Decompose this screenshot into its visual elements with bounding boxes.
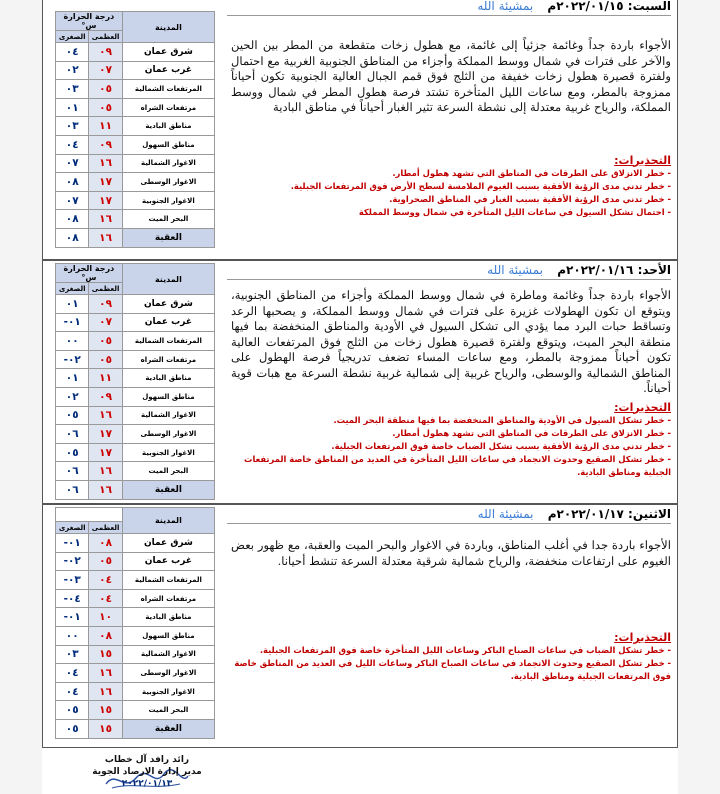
day-name: السبت: (627, 0, 671, 13)
max-temp: ٠٨ (89, 626, 122, 645)
max-temp: ١٦ (89, 664, 122, 683)
city-name: مرتفعات الشراه (122, 589, 214, 608)
max-temp: ٠٩ (89, 135, 122, 154)
blessing-text: بمشيئة الله (487, 263, 544, 277)
city-column-header: المدينة (122, 12, 214, 43)
table-row (56, 664, 215, 683)
min-temp: ٠١- (56, 534, 89, 553)
min-temp: ٠٧ (56, 191, 89, 210)
max-temp: ١٧ (89, 191, 122, 210)
max-temp: ٠٥ (89, 80, 122, 99)
table-row (56, 552, 215, 571)
max-temp: ٠٩ (89, 387, 122, 406)
min-temp: ٠٨ (56, 228, 89, 247)
min-temp: ٠٠ (56, 626, 89, 645)
min-temp: ٠٥ (56, 443, 89, 462)
min-temp: ٠١- (56, 608, 89, 627)
max-temp: ١٧ (89, 425, 122, 444)
forecast-page (42, 0, 678, 794)
max-temp: ١٠ (89, 608, 122, 627)
max-temp: ١٦ (89, 228, 122, 247)
table-row (56, 534, 215, 553)
min-temp: ٠١ (56, 369, 89, 388)
max-temp: ١٥ (89, 719, 122, 738)
table-row (56, 295, 215, 314)
max-temp: ٠٤ (89, 571, 122, 590)
min-temp: ٠٤ (56, 664, 89, 683)
min-temp: ٠٠ (56, 332, 89, 351)
table-row (56, 608, 215, 627)
city-name: غرب عمان (122, 313, 214, 332)
warnings-title: التحذيرات: (614, 400, 671, 414)
max-temp: ١٦ (89, 154, 122, 173)
min-column-header: الصغرى (56, 283, 89, 295)
max-temp: ٠٥ (89, 98, 122, 117)
signature-date: ٢٠٢٢/٠١/١٣ (121, 779, 173, 789)
signatory-name: رائد رافد آل خطاب (104, 755, 190, 765)
signature-block (72, 754, 222, 790)
city-name: مناطق البادية (122, 608, 214, 627)
min-temp: ٠١ (56, 295, 89, 314)
max-temp: ٠٥ (89, 552, 122, 571)
city-name: الاغوار الشمالية (122, 154, 214, 173)
day-forecast-saturday (42, 0, 678, 260)
min-temp: ٠٦ (56, 480, 89, 499)
table-row (56, 43, 215, 62)
max-temp: ٠٩ (89, 295, 122, 314)
table-row (56, 117, 215, 136)
table-row (56, 571, 215, 590)
min-temp: ٠٢ (56, 61, 89, 80)
day-header (227, 263, 671, 280)
forecast-content (227, 263, 671, 479)
min-temp: ٠٦ (56, 425, 89, 444)
max-temp: ٠٧ (89, 61, 122, 80)
min-temp: ٠٧ (56, 154, 89, 173)
city-name: العقبة (122, 719, 214, 738)
warning-item: - خطر تشكل الصقيع وحدوث الانجماد في ساعات الليل المتأخرة في العديد من المناطق خاصة المرتفعات الجبلية ومناطق البادية. (244, 453, 671, 477)
table-row (56, 98, 215, 117)
max-column-header: العظمى (89, 283, 122, 295)
city-name: المرتفعات الشمالية (122, 332, 214, 351)
forecast-text: الأجواء باردة جداً وغائمة جزئياً إلى غائمة، مع هطول زخات متقطعة من المطر بين الحين والآخر على فترات في شمال ووسط المملكة وأجزاء من المناطق الجنوبية الغربية مع احتمال ولفترة قصيرة هطول زخات خفيفة من الثلج فوق قمم الجبال العالية الجنوبية تكون أحياناً ممزوجة بالمطر، ومع ساعات الليل المتأخرة تشتد فرصة هطول المطر في شمال ووسط المملكة، والرياح غربية معتدلة إلى نشطة السرعة تثير الغبار أحياناً في مناطق البادية (231, 38, 671, 114)
min-column-header: الصغرى (56, 522, 89, 534)
table-row (56, 626, 215, 645)
temp-column-header: درجة الحرارة س° (56, 12, 123, 31)
temp-column-header (56, 508, 123, 522)
min-temp: ٠٨ (56, 210, 89, 229)
temperature-table (55, 507, 215, 739)
max-temp: ١٥ (89, 645, 122, 664)
warnings-title: التحذيرات: (614, 153, 671, 167)
table-row (56, 589, 215, 608)
warning-item: - خطر تشكل الضباب في ساعات الصباح الباكر وساعات الليل المتأخرة خاصة فوق المرتفعات الجبلية. (259, 645, 671, 655)
max-temp: ٠٨ (89, 534, 122, 553)
day-header (227, 0, 671, 16)
day-header (227, 507, 671, 524)
warning-item: - خطر تدني مدى الرؤية الأفقية بسبب الغبار في المناطق الصحراوية. (389, 193, 671, 204)
table-row (56, 191, 215, 210)
city-name: البحر الميت (122, 210, 214, 229)
forecast-content (227, 507, 671, 683)
max-column-header: العظمى (89, 31, 122, 43)
table-row (56, 135, 215, 154)
min-temp: ٠٦ (56, 462, 89, 481)
city-column-header: المدينة (122, 508, 214, 534)
temp-column-header: درجة الحرارة س° (56, 264, 123, 283)
table-row (56, 313, 215, 332)
max-temp: ٠٥ (89, 350, 122, 369)
city-name: البحر الميت (122, 701, 214, 720)
city-name: شرق عمان (122, 43, 214, 62)
table-row (56, 154, 215, 173)
city-name: المرتفعات الشمالية (122, 571, 214, 590)
warning-item: - خطر تشكل الصقيع وحدوث الانجماد في ساعات الصباح الباكر وساعات الليل في العديد من المناطق خاصة فوق المرتفعات الجبلية ومناطق البادية. (234, 658, 671, 681)
min-temp: ٠٣- (56, 571, 89, 590)
max-temp: ٠٥ (89, 332, 122, 351)
table-row (56, 350, 215, 369)
day-name: الاثنين: (628, 507, 671, 521)
warning-item: - خطر تدني مدى الرؤية الأفقية بسبب تشكل الضباب خاصة فوق المرتفعات الجبلية. (331, 440, 671, 451)
table-row (56, 369, 215, 388)
blessing-text: بمشيئة الله (477, 507, 534, 521)
table-row (56, 228, 215, 247)
city-name: مناطق السهول (122, 135, 214, 154)
city-name: المرتفعات الشمالية (122, 80, 214, 99)
max-temp: ٠٧ (89, 313, 122, 332)
max-temp: ١١ (89, 117, 122, 136)
min-temp: ٠١ (56, 98, 89, 117)
city-name: الاغوار الجنوبية (122, 443, 214, 462)
city-name: الاغوار الشمالية (122, 406, 214, 425)
min-temp: ٠٥ (56, 701, 89, 720)
min-temp: ٠٢ (56, 387, 89, 406)
forecast-content (227, 0, 671, 219)
warning-item: - خطر تشكل السيول في الأودية والمناطق المنخفضة بما فيها منطقة البحر الميت. (333, 414, 671, 425)
city-name: شرق عمان (122, 295, 214, 314)
max-column-header: العظمى (89, 522, 122, 534)
table-row (56, 480, 215, 499)
min-temp: ٠٣ (56, 645, 89, 664)
table-row (56, 332, 215, 351)
city-name: شرق عمان (122, 534, 214, 553)
day-date: ٢٠٢٢/٠١/١٦م (557, 263, 634, 277)
min-temp: ٠٥ (56, 406, 89, 425)
min-temp: ٠٤ (56, 682, 89, 701)
city-name: مرتفعات الشراه (122, 350, 214, 369)
city-column-header: المدينة (122, 264, 214, 295)
table-row (56, 719, 215, 738)
table-row (56, 80, 215, 99)
forecast-text: الأجواء باردة جدا في أغلب المناطق، وباردة في الاغوار والبحر الميت والعقبة، مع ظهور بعض الغيوم على ارتفاعات منخفضة، والرياح شمالية شرقية معتدلة السرعة تنشط أحيانا. (231, 538, 671, 568)
min-temp: ٠١- (56, 313, 89, 332)
city-name: العقبة (122, 480, 214, 499)
min-temp: ٠٥ (56, 719, 89, 738)
max-temp: ١٦ (89, 210, 122, 229)
table-row (56, 173, 215, 192)
table-row (56, 443, 215, 462)
city-name: مرتفعات الشراه (122, 98, 214, 117)
min-temp: ٠٢- (56, 350, 89, 369)
min-temp: ٠٢- (56, 552, 89, 571)
warning-item: - خطر الانزلاق على الطرقات في المناطق التي تشهد هطول أمطار. (392, 167, 671, 178)
table-row (56, 425, 215, 444)
max-temp: ١٧ (89, 443, 122, 462)
table-row (56, 61, 215, 80)
city-name: غرب عمان (122, 61, 214, 80)
max-temp: ١٦ (89, 406, 122, 425)
min-temp: ٠٤ (56, 43, 89, 62)
max-temp: ١١ (89, 369, 122, 388)
table-row (56, 701, 215, 720)
table-row (56, 406, 215, 425)
forecast-text: الأجواء باردة جداً وغائمة وماطرة في شمال ووسط المملكة وأجزاء من المناطق الجنوبية، ويتوقع ان تكون الهطولات غزيرة على فترات في شمال ووسط المملكة، و يصحبها الرعد وتساقط حبات البرد مما يؤدي الى تشكل السيول في الأودية والمناطق المنخفضة بما فيها منطقة البحر الميت، ويتوقع ولفترة قصيرة هطول زخات من الثلج فوق المرتفعات العالية تكون أحياناً ممزوجة بالمطر، ومع ساعات المساء تضعف تدريجياً فرصة الهطول على المناطق الشمالية والوسطى، والرياح غربية إلى شمالية غربية نشطة السرعة مع هبات قوية أحياناً. (231, 288, 671, 395)
warning-item: - خطر الانزلاق على الطرقات في المناطق التي تشهد هطول أمطار. (392, 427, 671, 438)
max-temp: ٠٩ (89, 43, 122, 62)
city-name: الاغوار الوسطى (122, 664, 214, 683)
signatory-title: مدير إدارة الارصاد الجوية (92, 767, 202, 777)
day-forecast-sunday (42, 260, 678, 504)
min-temp: ٠٣ (56, 80, 89, 99)
table-row (56, 682, 215, 701)
min-temp: ٠٤ (56, 135, 89, 154)
temperature-table (55, 263, 215, 500)
city-name: البحر الميت (122, 462, 214, 481)
warning-item: - احتمال تشكل السيول في ساعات الليل المتأخرة في شمال ووسط المملكة (358, 206, 671, 217)
city-name: الاغوار الجنوبية (122, 682, 214, 701)
max-temp: ١٦ (89, 682, 122, 701)
warning-item: - خطر تدني مدى الرؤية الأفقية بسبب الغيوم الملامسة لسطح الأرض فوق المرتفعات الجبلية. (290, 180, 671, 191)
city-name: الاغوار الشمالية (122, 645, 214, 664)
max-temp: ١٧ (89, 173, 122, 192)
city-name: مناطق البادية (122, 117, 214, 136)
day-date: ٢٠٢٢/٠١/١٥م (547, 0, 624, 13)
temperature-table (55, 11, 215, 248)
table-row (56, 387, 215, 406)
city-name: الاغوار الجنوبية (122, 191, 214, 210)
max-temp: ١٦ (89, 462, 122, 481)
city-name: العقبة (122, 228, 214, 247)
warnings-title: التحذيرات: (614, 631, 671, 644)
blessing-text: بمشيئة الله (477, 0, 534, 13)
city-name: الاغوار الوسطى (122, 425, 214, 444)
max-temp: ٠٤ (89, 589, 122, 608)
min-column-header: الصغرى (56, 31, 89, 43)
table-row (56, 645, 215, 664)
max-temp: ١٥ (89, 701, 122, 720)
day-name: الأحد: (637, 263, 671, 277)
city-name: الاغوار الوسطى (122, 173, 214, 192)
table-row (56, 462, 215, 481)
day-forecast-monday (42, 504, 678, 748)
min-temp: ٠٤- (56, 589, 89, 608)
max-temp: ١٦ (89, 480, 122, 499)
day-date: ٢٠٢٢/٠١/١٧م (547, 507, 624, 521)
table-row (56, 210, 215, 229)
city-name: مناطق السهول (122, 626, 214, 645)
city-name: غرب عمان (122, 552, 214, 571)
city-name: مناطق السهول (122, 387, 214, 406)
min-temp: ٠٨ (56, 173, 89, 192)
city-name: مناطق البادية (122, 369, 214, 388)
min-temp: ٠٣ (56, 117, 89, 136)
